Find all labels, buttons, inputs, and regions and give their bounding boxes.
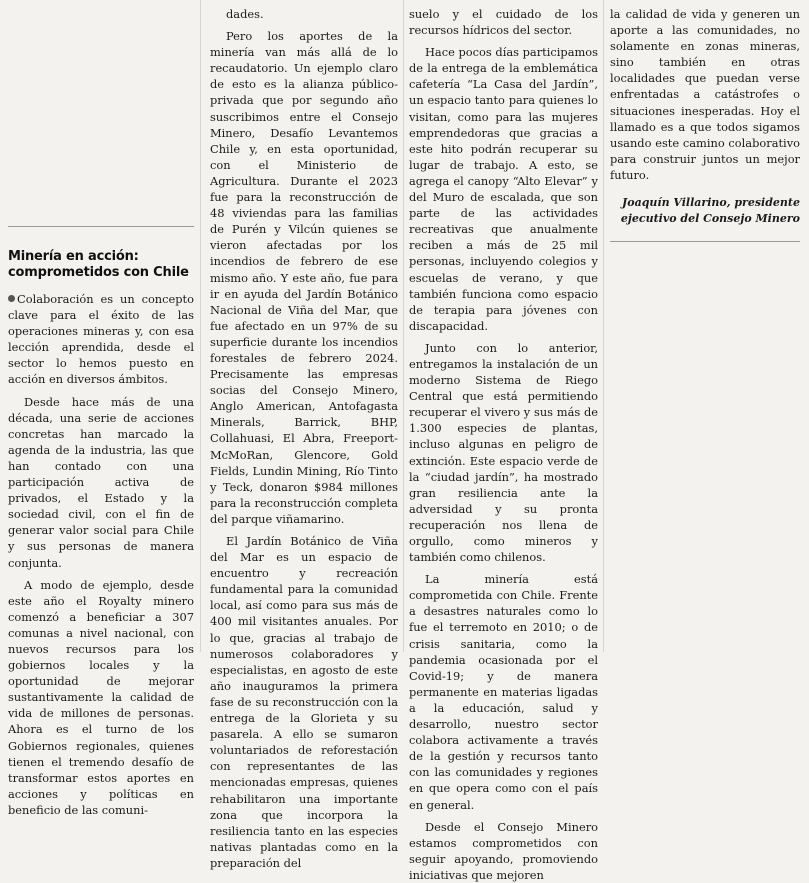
paragraph: suelo y el cuidado de los recursos hídricos del sector. [409, 7, 598, 38]
paragraph: Desde el Consejo Minero estamos comprometidos con seguir apoyando, promoviendo iniciativas que mejoren [409, 819, 598, 882]
paragraph: Junto con lo anterior, entregamos la instalación de un moderno Sistema de Riego Central que está permitiendo recuperar el vivero y sus más de 1.300 especies de plantas, incluso algunas en peligro de extinción. Este espacio verde de la “ciudad jardín”, ha mostrado gran resiliencia ante la adversidad y su pronta recuperación nos llena de orgullo, como mineros y también como chilenos. [409, 340, 598, 565]
column-divider [403, 0, 404, 652]
column-divider [603, 0, 604, 652]
column-4 [610, 6, 800, 652]
paragraph: Desde hace más de una década, una serie de acciones concretas han marcado la agenda de la industria, las que han contado con una participación activa de privados, el Estado y la sociedad civil, con el fin de generar valor social para Chile y sus personas de manera conjunta. [8, 394, 194, 570]
column-1 [8, 0, 194, 817]
paragraph: La minería está comprometida con Chile. Frente a desastres naturales como lo fue el terremoto en 2010; o de crisis sanitaria, como la pandemia ocasionada por el Covid-19; y de manera permanente en materias ligadas a la educación, salud y desarrollo, nuestro sector colabora activamente a través de la gestión y recursos tanto con las comunidades y regiones en que opera como con el país en general. [409, 572, 598, 812]
paragraph: dades. [226, 7, 264, 21]
paragraph: Hace pocos días participamos de la entrega de la emblemática cafetería “La Casa del Jardín”, un espacio tanto para quienes lo visitan, como para las mujeres emprendedoras que gracias a este hito podrán recuperar su lugar de trabajo. A esto, se agrega el canopy “Alto Elevar” y del Muro de escalada, que son parte de las actividades recreativas que anualmente reciben a más de 25 mil personas, incluyendo colegios y escuelas de verano, y que también funciona como espacio de terapia para jóvenes con discapacidad. [409, 45, 598, 333]
paragraph: Pero los aportes de la minería van más allá de lo recaudatorio. Un ejemplo claro de esto es la alianza público-privada que por segundo año suscribimos entre el Consejo Minero, Desafío Levantemos Chile y, en esta oportunidad, con el Ministerio de Agricultura. Durante el 2023 fue para la reconstrucción de 48 viviendas para las familias de Purén y Vilcún quienes se vieron afectadas por los incendios de febrero de ese mismo año. Y este año, fue para ir en ayuda del Jardín Botánico Nacional de Viña del Mar, que fue afectado en un 97% de su superficie durante los incendios forestales de febrero 2024. Precisamente las empresas socias del Consejo Minero, Anglo American, Antofagasta Minerals, Barrick, BHP, Collahuasi, El Abra, Freeport-McMoRan, Glencore, Gold Fields, Lundin Mining, Río Tinto y Teck, donaron $984 millones para la reconstrucción completa del parque viñamarino. [210, 29, 398, 526]
paragraph: El Jardín Botánico de Viña del Mar es un espacio de encuentro y recreación fundamental para la comunidad local, así como para sus más de 400 mil visitantes anuales. Por lo que, gracias al trabajo de numerosos colaboradores y especialistas, en agosto de este año inauguramos la primera fase de su reconstrucción con la entrega de la Glorieta y su pasarela. A ello se sumaron voluntariados de reforestación con representantes de las mencionadas empresas, quienes rehabilitaron una importante zona que incorpora la resiliencia tanto en las especies nativas plantadas como en la preparación del [210, 534, 398, 870]
author-signature: Joaquín Villarino, presidente ejecutivo del Consejo Minero [620, 196, 800, 226]
article-heading: Minería en acción: comprometidos con Chile [8, 249, 189, 280]
column-3 [409, 6, 598, 882]
bullet-icon [8, 295, 15, 302]
column-2 [210, 6, 398, 870]
paragraph: A modo de ejemplo, desde este año el Royalty minero comenzó a beneficiar a 307 comunas a nivel nacional, con nuevos recursos para los gobiernos locales y la oportunidad de mejorar sustantivamente la calidad de vida de millones de personas. Ahora es el turno de los Gobiernos regionales, quienes tienen el tremendo desafío de transformar estos aportes en acciones y políticas en beneficio de las comuni- [8, 577, 194, 817]
paragraph: Colaboración es un concepto clave para el éxito de las operaciones mineras y, con esa lección aprendida, desde el sector lo hemos puesto en acción en diversos ámbitos. [8, 292, 194, 387]
paragraph: la calidad de vida y generen un aporte a las comunidades, no solamente en zonas mineras, sino también en otras localidades que puedan verse enfrentadas a catástrofes o situaciones inesperadas. Hoy el llamado es a que todos sigamos usando este camino colaborativo para construir juntos un mejor futuro. [610, 7, 800, 182]
article-end-rule [610, 241, 800, 242]
column-divider [200, 0, 201, 652]
